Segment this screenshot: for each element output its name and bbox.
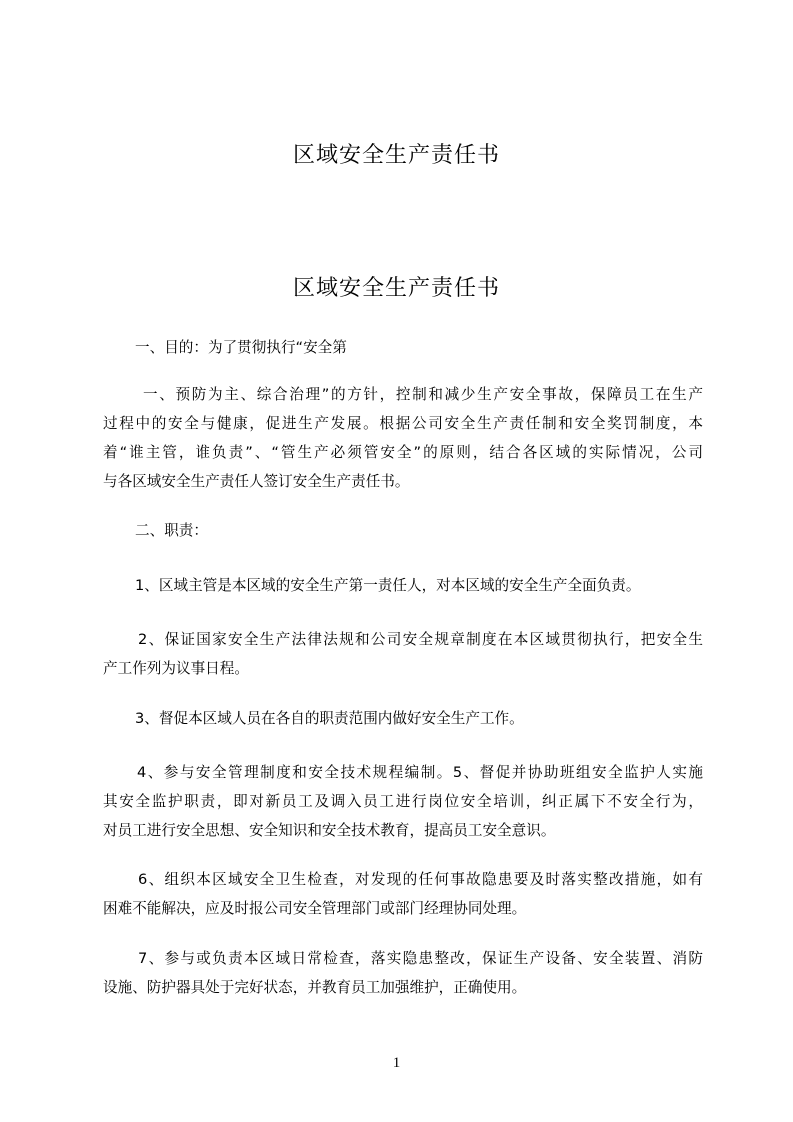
- paragraph-line: 二、职责：: [135, 522, 208, 539]
- paragraph-line: 过程中的安全与健康，促进生产发展。根据公司安全生产责任制和安全奖罚制度，本: [103, 415, 703, 432]
- paragraph-line: 产工作列为议事日程。: [103, 660, 249, 677]
- paragraph-purpose: [103, 380, 703, 496]
- section-heading-duties: [135, 516, 735, 545]
- paragraph-line: 6、组织本区域安全卫生检查，对发现的任何事故隐患要及时落实整改措施，如有: [138, 871, 703, 888]
- paragraph-line: 2、保证国家安全生产法律法规和公司安全规章制度在本区域贯彻执行，把安全生: [138, 631, 703, 648]
- paragraph-line: 对员工进行安全思想、安全知识和安全技术教育，提高员工安全意识。: [103, 822, 556, 839]
- paragraph-line: 3、督促本区域人员在各自的职责范围内做好安全生产工作。: [135, 710, 524, 727]
- page-number: 1: [392, 1055, 401, 1071]
- paragraph-line: 设施、防护器具处于完好状态，并教育员工加强维护，正确使用。: [103, 979, 527, 996]
- paragraph-line: 着“谁主管，谁负责”、“管生产必须管安全”的原则，结合各区域的实际情况，公司: [103, 444, 703, 461]
- duty-item-6: [103, 865, 703, 923]
- paragraph-line: 1、区域主管是本区域的安全生产第一责任人，对本区域的安全生产全面负责。: [135, 577, 641, 594]
- paragraph-line: 7、参与或负责本区域日常检查，落实隐患整改，保证生产设备、安全装置、消防: [138, 950, 703, 967]
- duty-item-7: [103, 944, 703, 1002]
- duty-item-3: [135, 704, 735, 733]
- paragraph-line: 一、预防为主、综合治理”的方针，控制和减少生产安全事故，保障员工在生产: [143, 386, 703, 403]
- duty-item-1: [135, 571, 735, 600]
- paragraph-purpose-intro: [135, 333, 735, 362]
- cover-title: 区域安全生产责任书: [292, 143, 500, 168]
- duty-item-2: [103, 625, 703, 683]
- paragraph-line: 一、目的：为了贯彻执行“安全第: [135, 339, 347, 356]
- paragraph-line: 与各区域安全生产责任人签订安全生产责任书。: [103, 473, 410, 490]
- paragraph-line: 其安全监护职责，即对新员工及调入员工进行岗位安全培训，纠正属下不安全行为，: [103, 793, 703, 810]
- paragraph-line: 困难不能解决，应及时报公司安全管理部门或部门经理协同处理。: [103, 900, 527, 917]
- duty-item-4-5: [103, 758, 703, 845]
- paragraph-line: 4、参与安全管理制度和安全技术规程编制。5、督促并协助班组安全监护人实施: [137, 764, 703, 781]
- document-title: 区域安全生产责任书: [292, 276, 500, 301]
